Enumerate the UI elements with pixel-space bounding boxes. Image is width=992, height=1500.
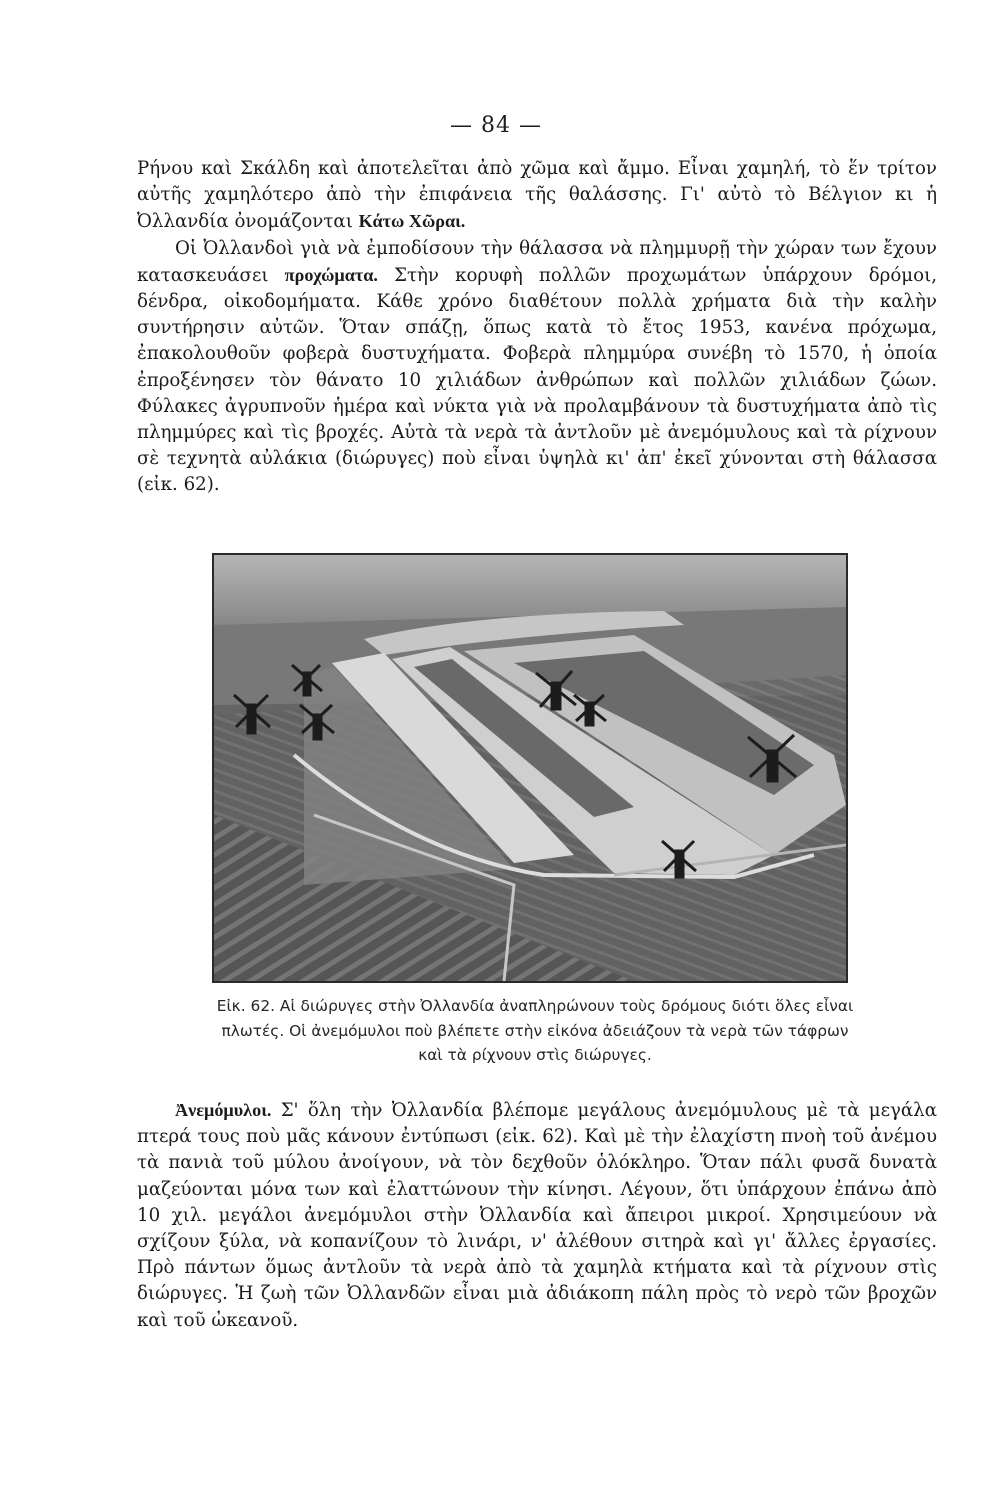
paragraph-rest: Σ' ὅλη τὴν Ὀλλανδία βλέπομε μεγάλους ἀνεμόμυλους μὲ τὰ μεγάλα πτερά τους ποὺ μᾶς κάνουν ἐντύπωσι (εἰκ. 62). Καὶ μὲ τὴν ἐλαχίστη πνοὴ τοῦ ἀνέμου τὰ πανιὰ τοῦ μύλου ἀνοίγουν, νὰ τὸν δεχθοῦν ὁλόκληρο. Ὅταν πάλι φυσᾶ δυνατὰ μαζεύονται μόνα των καὶ ἐλαττώνουν τὴν κίνησι. Λέγουν, ὅτι ὑπάρχουν ἐπάνω ἀπὸ 10 χιλ. μεγάλοι ἀνεμόμυλοι στὴν Ὀλλανδία καὶ ἄπειροι μικροί. Χρησιμεύουν νὰ σχίζουν ξύλα, νὰ κοπανίζουν τὸ λινάρι, ν' ἀλέθουν σιτηρὰ καὶ γι' ἄλλες ἐργασίες. Πρὸ πάντων ὅμως ἀντλοῦν τὰ νερὰ ἀπὸ τὰ χαμηλὰ κτήματα καὶ τὰ ρίχνουν στὶς διώρυγες. Ἡ ζωὴ τῶν Ὀλλανδῶν εἶναι μιὰ ἀδιάκοπη πάλη πρὸς τὸ νερὸ τῶν βροχῶν καὶ τοῦ ὠκεανοῦ. (137, 1100, 937, 1331)
paragraph-rest: Στὴν κορυφὴ πολλῶν προχωμάτων ὑπάρχουν δρόμοι, δένδρα, οἰκοδομήματα. Κάθε χρόνο διαθέτουν πολλὰ χρήματα διὰ τὴν καλὴν συντήρησιν αὐτῶν. Ὅταν σπάζῃ, ὅπως κατὰ τὸ ἔτος 1953, κανένα πρόχωμα, ἐπακολουθοῦν φοβερὰ δυστυχήματα. Φοβερὰ πλημμύρα συνέβη τὸ 1570, ἡ ὁποία ἐπροξένησεν τὸν θάνατο 10 χιλιάδων ἀνθρώπων καὶ πολλῶν χιλιάδων ζώων. Φύλακες ἀγρυπνοῦν ἡμέρα καὶ νύκτα γιὰ νὰ προλαμβάνουν τὰ δυστυχήματα ἀπὸ τὶς πλημμύρες καὶ τὶς βροχές. Αὐτὰ τὰ νερὰ τὰ ἀντλοῦν μὲ ἀνεμόμυλους καὶ τὰ ρίχνουν σὲ τεχνητὰ αὐλάκια (διώρυγες) ποὺ εἶναι ὑψηλὰ κι' ἀπ' ἐκεῖ χύνονται στὴ θάλασσα (εἰκ. 62). (137, 264, 937, 496)
figure-caption-text: Αἱ διώρυγες στὴν Ὀλλανδία ἀναπληρώνουν τοὺς δρόμους διότι ὅλες εἶναι πλωτές. Οἱ ἀνεμόμυλοι ποὺ βλέπετε στὴν εἰκόνα ἀδειάζουν τὰ νερὰ τῶν τάφρων καὶ τὰ ρίχνουν στὶς διώρυγες. (221, 997, 854, 1064)
term-low-countries: Κάτω Χῶραι. (358, 211, 466, 232)
paragraph-low-countries (137, 156, 937, 236)
figure-caption (210, 994, 860, 1068)
term-dikes: προχώματα. (284, 264, 378, 285)
paragraph-lead: Οἱ Ὀλλανδοὶ γιὰ νὰ ἐμποδίσουν τὴν θάλασσα νὰ πλημμυρῇ τὴν χώραν των ἔχουν κατασκευάσει (137, 237, 937, 286)
aerial-photo-illustration (214, 555, 846, 981)
figure-canals-windmills-photo (212, 553, 848, 983)
page-number: — 84 — (450, 113, 542, 138)
figure-label: Εἰκ. 62. (216, 997, 276, 1015)
paragraph-windmills (137, 1097, 937, 1334)
paragraph-lead: Ρήνου καὶ Σκάλδη καὶ ἀποτελεῖται ἀπὸ χῶμα καὶ ἄμμο. Εἶναι χαμηλή, τὸ ἕν τρίτον αὐτῆς χαμηλότερο ἀπὸ τὴν ἐπιφάνεια τῆς θαλάσσης. Γι' αὐτὸ τὸ Βέλγιον κι ἡ Ὀλλανδία ὀνομάζονται (137, 158, 937, 233)
term-windmills: Ἀνεμόμυλοι. (175, 1100, 272, 1120)
body-text-bottom (137, 1097, 937, 1334)
body-text-top (137, 156, 937, 499)
paragraph-dikes (137, 236, 937, 499)
